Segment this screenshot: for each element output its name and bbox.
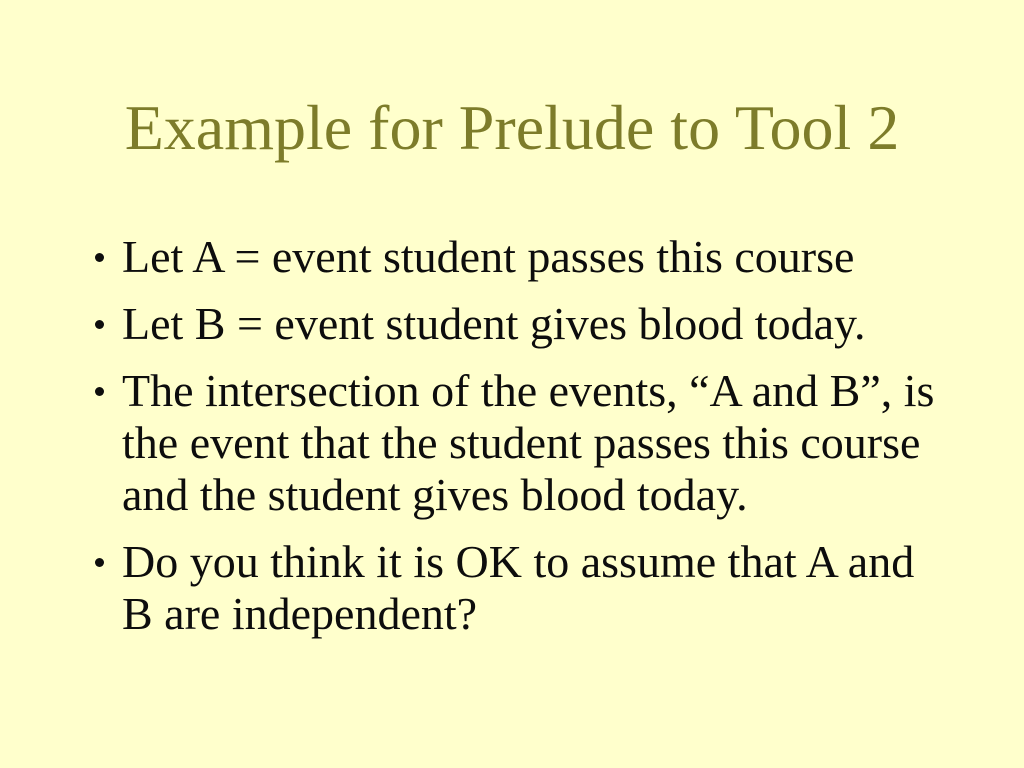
bullet-text: Let A = event student passes this course bbox=[122, 231, 855, 282]
bullet-item bbox=[95, 365, 952, 521]
bullet-dot-icon bbox=[95, 387, 104, 396]
bullet-item bbox=[95, 231, 952, 283]
bullet-item bbox=[95, 298, 952, 350]
bullet-list bbox=[95, 231, 957, 655]
bullet-item bbox=[95, 536, 952, 640]
slide-title: Example for Prelude to Tool 2 bbox=[124, 92, 900, 163]
bullet-dot-icon bbox=[95, 320, 104, 329]
bullet-text: The intersection of the events, “A and B”, is the event that the student passes this course and the student gives blood today. bbox=[122, 365, 935, 520]
bullet-dot-icon bbox=[95, 253, 104, 262]
bullet-dot-icon bbox=[95, 558, 104, 567]
bullet-text: Do you think it is OK to assume that A and B are independent? bbox=[122, 536, 915, 639]
bullet-text: Let B = event student gives blood today. bbox=[122, 298, 866, 349]
